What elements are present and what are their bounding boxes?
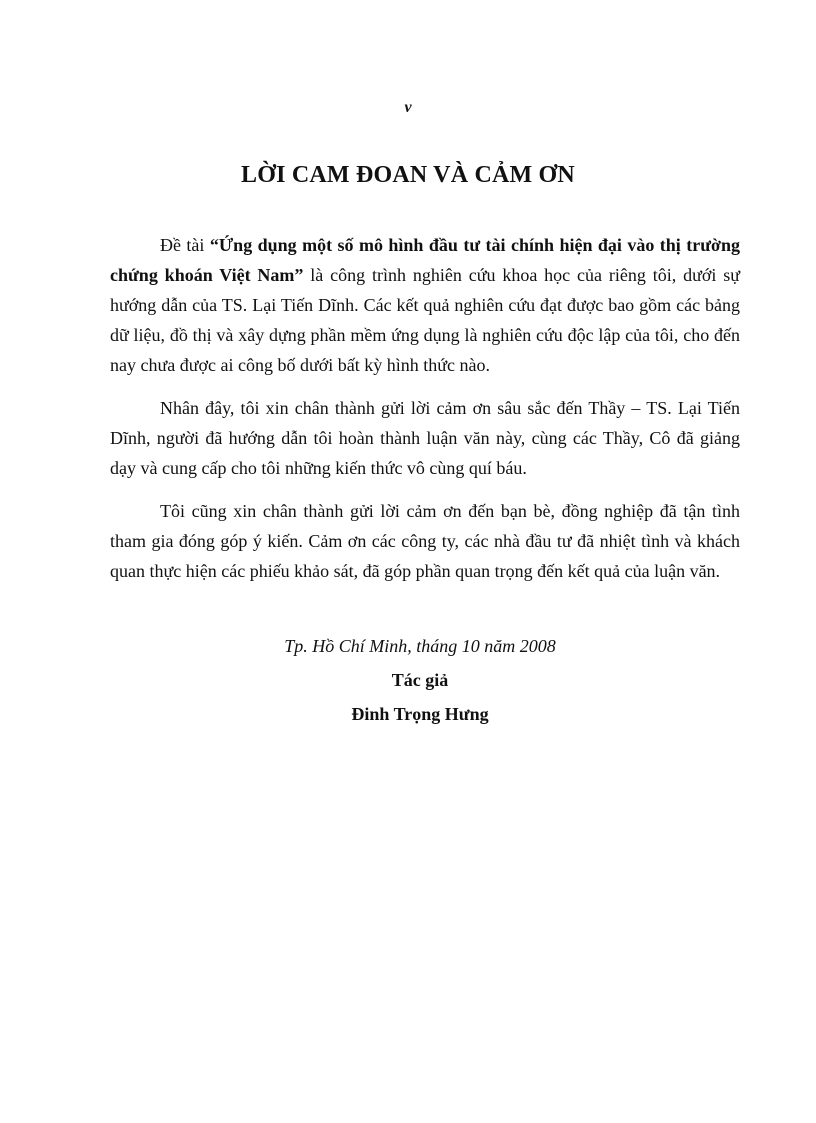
signature-block bbox=[0, 629, 816, 731]
page-title: LỜI CAM ĐOAN VÀ CẢM ƠN bbox=[241, 162, 575, 188]
paragraph-thanks-colleagues: Tôi cũng xin chân thành gửi lời cảm ơn đến bạn bè, đồng nghiệp đã tận tình tham gia đóng góp ý kiến. Cảm ơn các công ty, các nhà đầu tư đã nhiệt tình và khách quan thực hiện các phiếu khảo sát, đã góp phần quan trọng đến kết quả của luận văn. bbox=[110, 501, 740, 581]
document-body bbox=[110, 230, 740, 599]
paragraph-declaration-rest: là công trình nghiên cứu khoa học của riêng tôi, dưới sự hướng dẫn của TS. Lại Tiến Dĩnh. Các kết quả nghiên cứu đạt được bao gồm các bảng dữ liệu, đồ thị và xây dựng phần mềm ứng dụng là nghiên cứu độc lập của tôi, cho đến nay chưa được ai công bố dưới bất kỳ hình thức nào. bbox=[110, 265, 740, 375]
signature-role: Tác giả bbox=[391, 670, 449, 690]
paragraph-thanks-advisor: Nhân đây, tôi xin chân thành gửi lời cảm ơn sâu sắc đến Thầy – TS. Lại Tiến Dĩnh, người đã hướng dẫn tôi hoàn thành luận văn này, cùng các Thầy, Cô đã giảng dạy và cung cấp cho tôi những kiến thức vô cùng quí báu. bbox=[110, 398, 740, 478]
thesis-title-quote: “Ứng dụng một số mô hình đầu tư tài chính hiện đại vào thị trường chứng khoán Việt Nam” bbox=[110, 235, 740, 285]
paragraph-declaration-lead: Đề tài bbox=[160, 235, 210, 255]
page-number: v bbox=[404, 99, 412, 116]
signature-name: Đinh Trọng Hưng bbox=[351, 704, 489, 724]
paragraph-declaration bbox=[110, 230, 740, 380]
signature-place-date: Tp. Hồ Chí Minh, tháng 10 năm 2008 bbox=[284, 636, 556, 656]
